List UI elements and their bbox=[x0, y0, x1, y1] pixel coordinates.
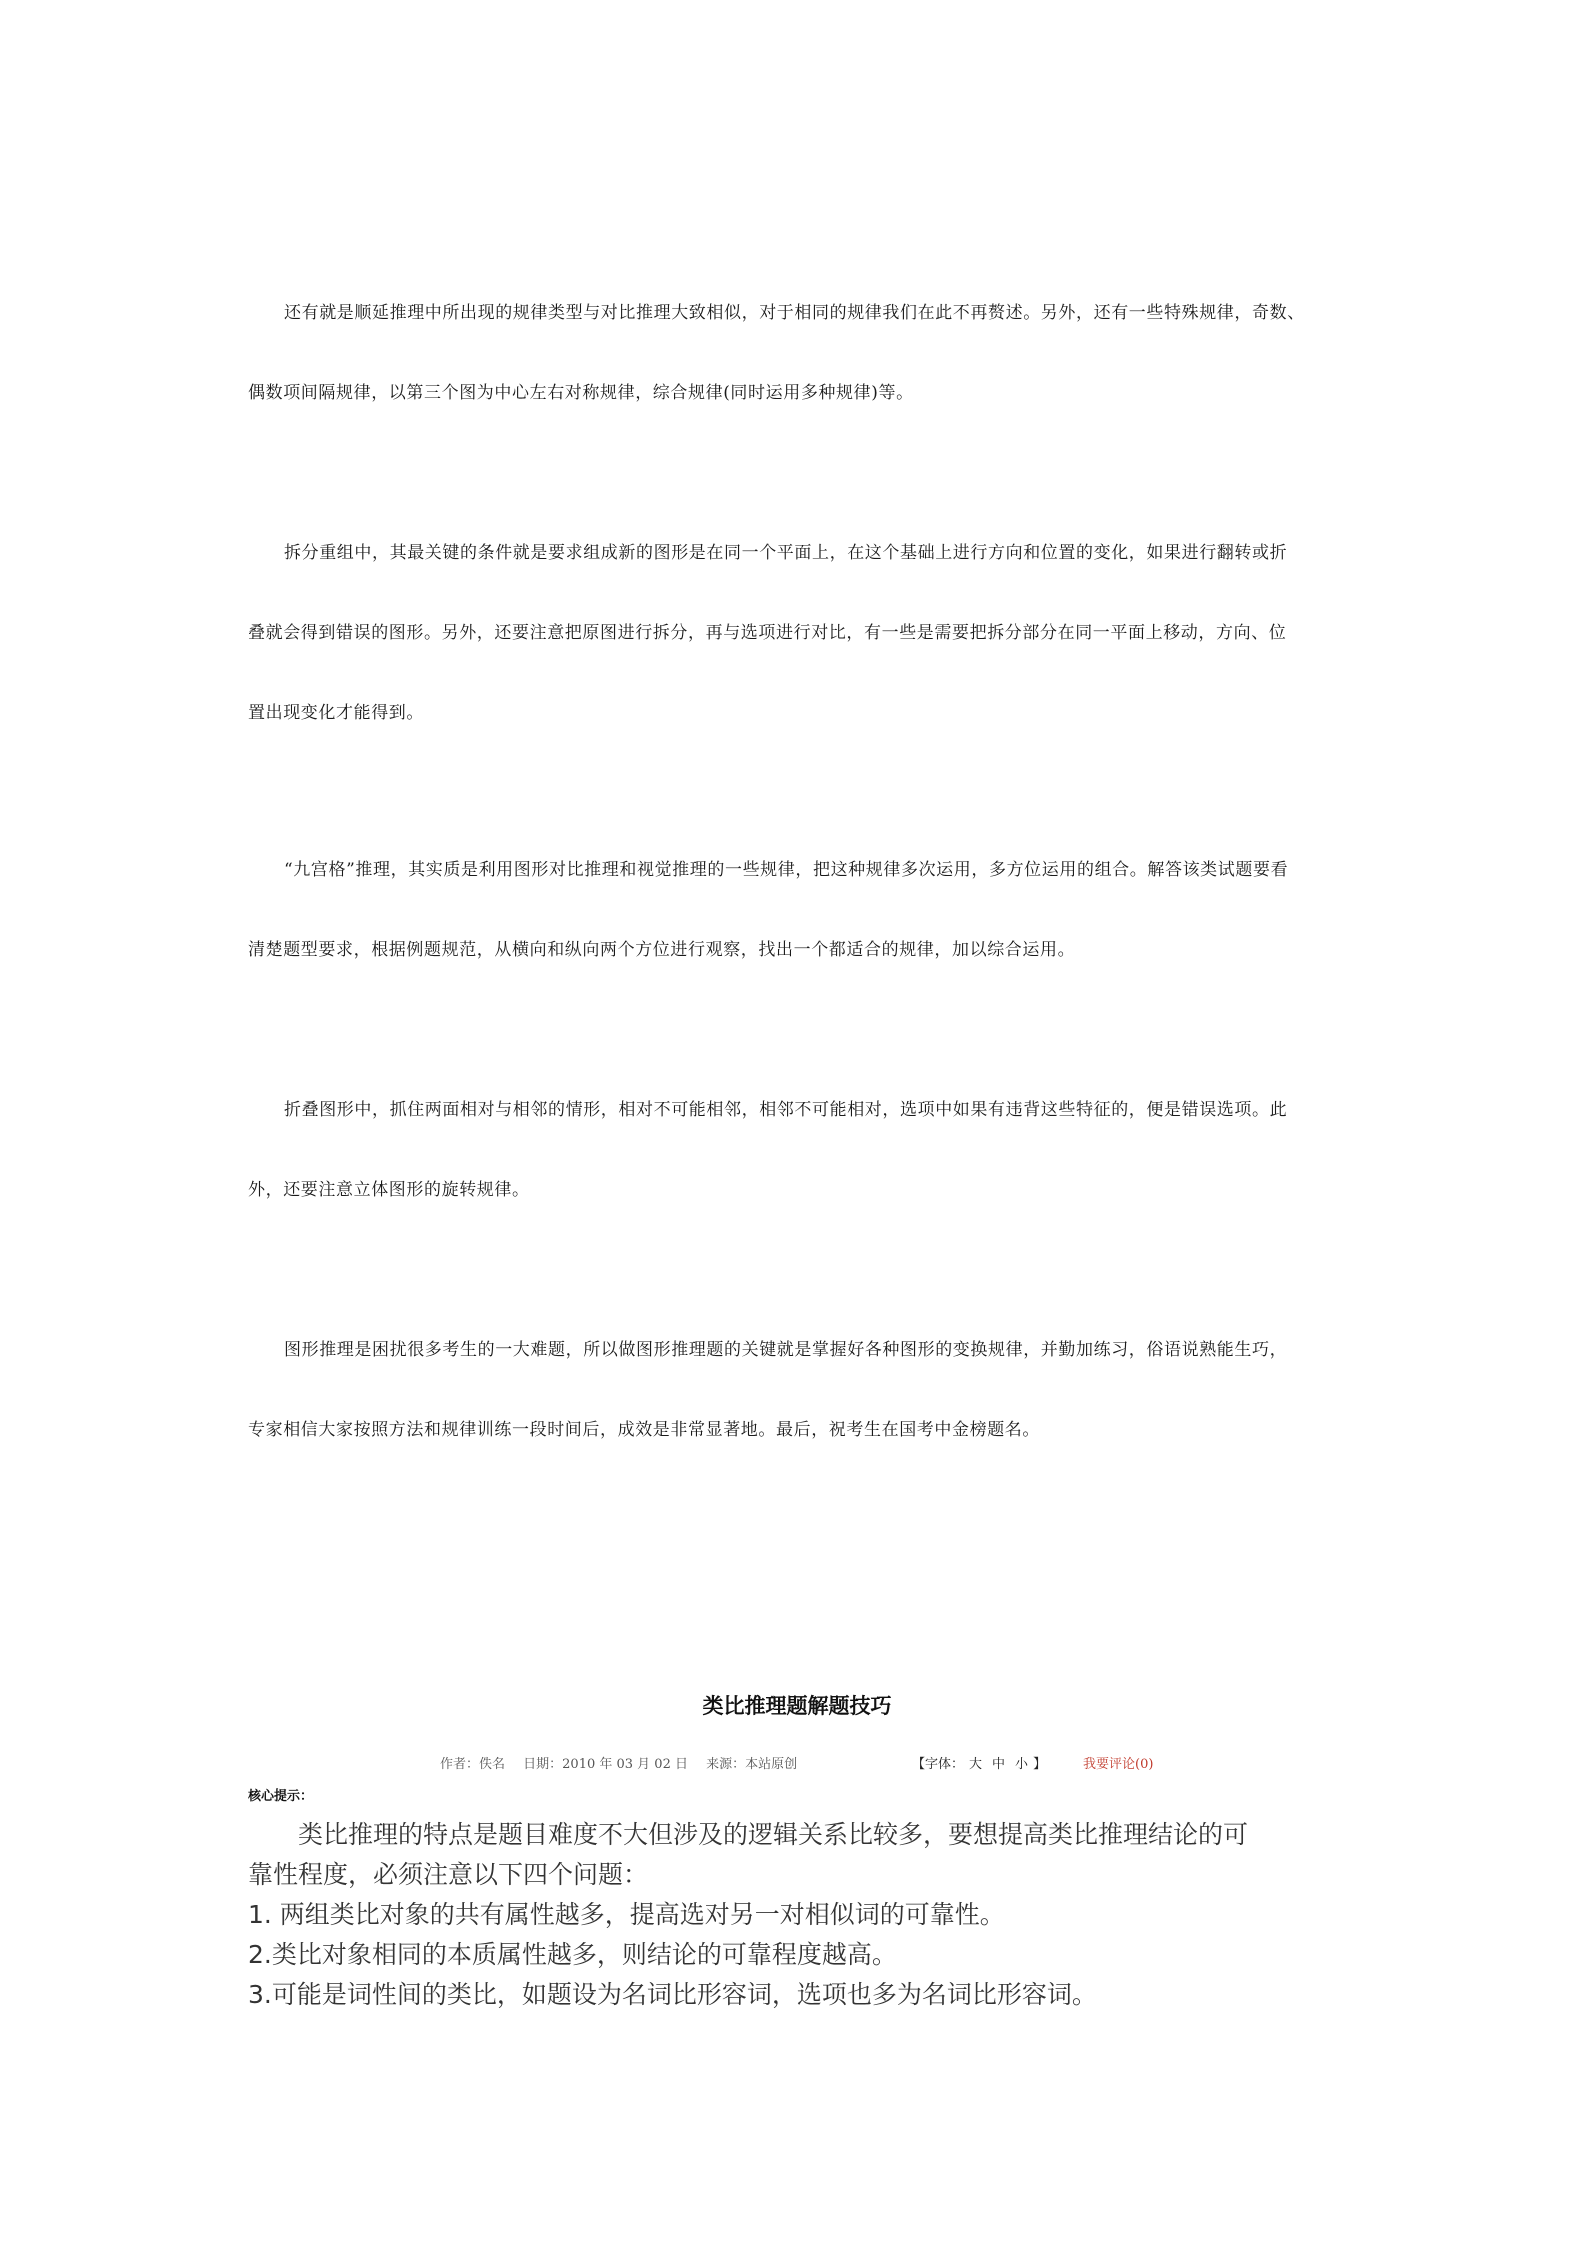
core-tip-body bbox=[248, 1815, 1368, 2015]
paragraph-line: 折叠图形中，抓住两面相对与相邻的情形，相对不可能相邻，相邻不可能相对，选项中如果有违背这些特征的，便是错误选项。此 bbox=[284, 1100, 1288, 1120]
paragraph-nine-grid bbox=[248, 830, 1358, 990]
source-label: 来源：本站原创 bbox=[706, 1757, 798, 1772]
paragraph-line: 置出现变化才能得到。 bbox=[248, 703, 424, 723]
paragraph-line: 图形推理是困扰很多考生的一大难题，所以做图形推理题的关键就是掌握好各种图形的变换规律，并勤加练习，俗语说熟能生巧， bbox=[284, 1340, 1288, 1360]
core-tip-line: 靠性程度，必须注意以下四个问题： bbox=[248, 1860, 649, 1889]
core-tip-line: 类比推理的特点是题目难度不大但涉及的逻辑关系比较多，要想提高类比推理结论的可 bbox=[298, 1820, 1249, 1849]
article-meta bbox=[440, 1753, 811, 1772]
paragraph-split-recombine bbox=[248, 513, 1358, 753]
paragraph-line: 偶数项间隔规律，以第三个图为中心左右对称规律，综合规律(同时运用多种规律)等。 bbox=[248, 383, 914, 403]
core-tip-line: 2.类比对象相同的本质属性越多，则结论的可靠程度越高。 bbox=[248, 1940, 897, 1969]
paragraph-line: 还有就是顺延推理中所出现的规律类型与对比推理大致相似，对于相同的规律我们在此不再赘述。另外，还有一些特殊规律，奇数、 bbox=[284, 303, 1305, 323]
paragraph-sequence-rules bbox=[248, 273, 1358, 433]
paragraph-line: 清楚题型要求，根据例题规范，从横向和纵向两个方位进行观察，找出一个都适合的规律，加以综合运用。 bbox=[248, 940, 1076, 960]
font-medium-button[interactable]: 中 bbox=[992, 1757, 1006, 1772]
core-tip-line: 1. 两组类比对象的共有属性越多，提高选对另一对相似词的可靠性。 bbox=[248, 1900, 1005, 1929]
author-label: 作者：佚名 bbox=[440, 1757, 506, 1772]
paragraph-line: 叠就会得到错误的图形。另外，还要注意把原图进行拆分，再与选项进行对比，有一些是需要把拆分部分在同一平面上移动，方向、位 bbox=[248, 623, 1287, 643]
font-small-button[interactable]: 小 bbox=[1015, 1757, 1029, 1772]
paragraph-conclusion bbox=[248, 1310, 1358, 1470]
date-label: 日期：2010 年 03 月 02 日 bbox=[523, 1757, 688, 1772]
font-size-control bbox=[912, 1753, 1046, 1772]
font-large-button[interactable]: 大 bbox=[969, 1757, 983, 1772]
core-tip-line: 3.可能是词性间的类比，如题设为名词比形容词，选项也多为名词比形容词。 bbox=[248, 1980, 1097, 2009]
paragraph-line: 拆分重组中，其最关键的条件就是要求组成新的图形是在同一个平面上，在这个基础上进行方向和位置的变化，如果进行翻转或折 bbox=[284, 543, 1288, 563]
paragraph-line: 专家相信大家按照方法和规律训练一段时间后，成效是非常显著地。最后，祝考生在国考中金榜题名。 bbox=[248, 1420, 1040, 1440]
font-size-suffix: 】 bbox=[1033, 1757, 1047, 1772]
article-title: 类比推理题解题技巧 bbox=[702, 1694, 892, 1718]
font-size-prefix: 【字体： bbox=[912, 1757, 965, 1772]
paragraph-folding bbox=[248, 1070, 1358, 1230]
comment-link[interactable]: 我要评论(0) bbox=[1083, 1757, 1154, 1772]
paragraph-line: “九宫格”推理，其实质是利用图形对比推理和视觉推理的一些规律，把这种规律多次运用，多方位运用的组合。解答该类试题要看 bbox=[284, 860, 1289, 880]
core-tip-label: 核心提示： bbox=[248, 1789, 314, 1804]
paragraph-line: 外，还要注意立体图形的旋转规律。 bbox=[248, 1180, 530, 1200]
